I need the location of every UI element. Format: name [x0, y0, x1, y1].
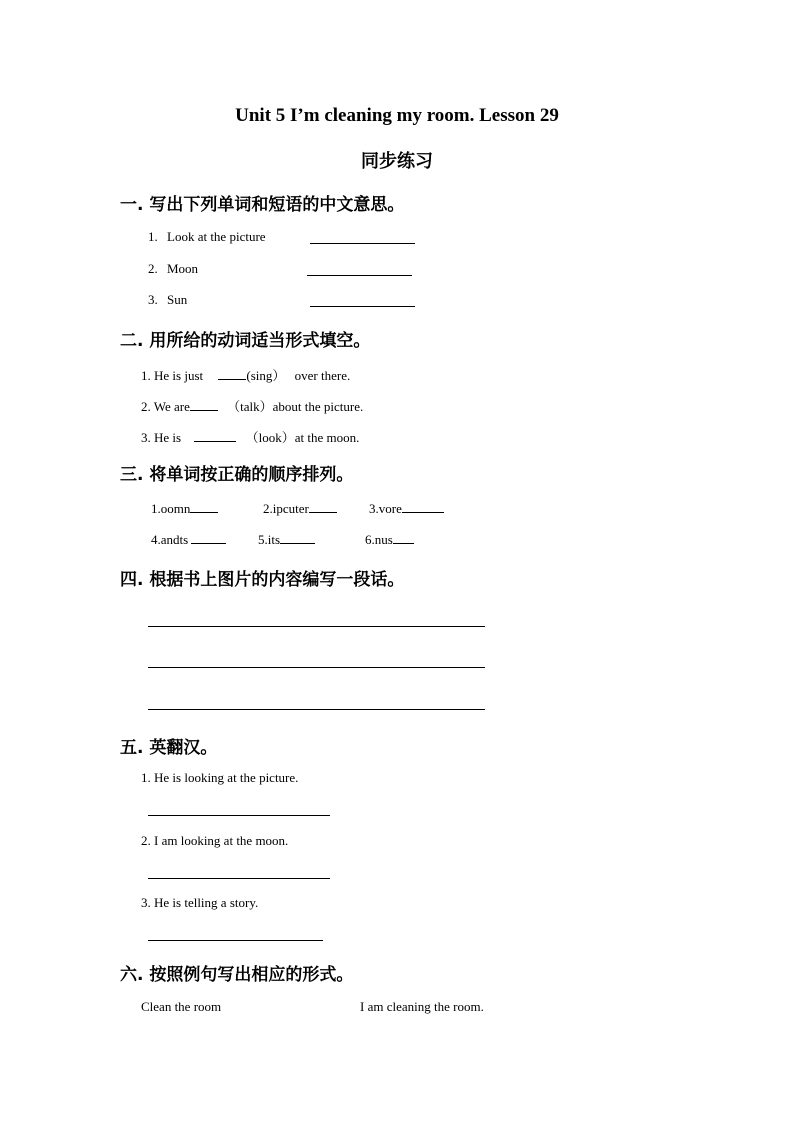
item-text: Sun: [167, 292, 188, 307]
item-text: about the picture.: [272, 399, 364, 414]
section1-item-2: [148, 261, 198, 277]
answer-line[interactable]: [148, 940, 323, 941]
item-number: 3.: [148, 292, 158, 307]
fill-blank[interactable]: [402, 500, 444, 513]
example-phrase: Clean the room: [141, 999, 222, 1014]
scramble-item-5: [258, 531, 315, 548]
fill-blank[interactable]: [309, 500, 337, 513]
scramble-item-2: [263, 500, 337, 517]
translate-item-3: 3. He is telling a story.: [141, 895, 259, 910]
item-text: 2. We are: [141, 399, 190, 414]
scramble-item-6: [365, 531, 414, 548]
fill-blank[interactable]: [194, 429, 236, 442]
section6-heading: 六. 按照例句写出相应的形式。: [120, 965, 354, 985]
item-number: 2.: [148, 261, 158, 276]
translate-item-1: 1. He is looking at the picture.: [141, 770, 299, 785]
item-text: 1. He is just: [141, 368, 204, 383]
scramble-item-1: [151, 500, 218, 517]
fill-blank[interactable]: [218, 367, 246, 380]
section2-item-1: [141, 365, 350, 384]
scramble-item-3: [369, 500, 444, 517]
fill-blank[interactable]: [190, 398, 218, 411]
section4-heading: 四. 根据书上图片的内容编写一段话。: [120, 570, 405, 590]
answer-line[interactable]: [307, 275, 412, 276]
writing-line[interactable]: [148, 709, 485, 710]
item-text: Look at the picture: [167, 229, 266, 244]
fill-blank[interactable]: [190, 500, 218, 513]
scrambled-word: 2.ipcuter: [263, 501, 309, 516]
answer-line[interactable]: [148, 878, 330, 879]
scrambled-word: 6.nus: [365, 532, 393, 547]
writing-line[interactable]: [148, 667, 485, 668]
section2-item-2: [141, 396, 363, 415]
answer-line[interactable]: [310, 306, 415, 307]
item-text: at the moon.: [294, 430, 360, 445]
section1-item-1: [148, 229, 266, 245]
section2-heading: 二. 用所给的动词适当形式填空。: [120, 331, 371, 351]
item-text: Moon: [167, 261, 199, 276]
item-text: over there.: [294, 368, 351, 383]
scrambled-word: 4.andts: [151, 532, 189, 547]
fill-blank[interactable]: [393, 531, 414, 544]
section1-heading: 一. 写出下列单词和短语的中文意思。: [120, 195, 405, 215]
scrambled-word: 3.vore: [369, 501, 402, 516]
page-title: Unit 5 I’m cleaning my room. Lesson 29: [235, 105, 559, 126]
writing-line[interactable]: [148, 626, 485, 627]
example-sentence: I am cleaning the room.: [360, 999, 484, 1014]
answer-line[interactable]: [310, 243, 415, 244]
section2-item-3: [141, 427, 359, 446]
answer-line[interactable]: [148, 815, 330, 816]
section5-heading: 五. 英翻汉。: [120, 738, 218, 758]
page-subtitle: 同步练习: [361, 151, 433, 172]
fill-blank[interactable]: [191, 531, 226, 544]
section3-heading: 三. 将单词按正确的顺序排列。: [120, 465, 354, 485]
scramble-item-4: [151, 531, 226, 548]
scrambled-word: 5.its: [258, 532, 281, 547]
verb-hint: (sing）: [246, 368, 286, 383]
scrambled-word: 1.oomn: [151, 501, 191, 516]
section1-item-3: [148, 292, 187, 308]
item-text: 3. He is: [141, 430, 182, 445]
translate-item-2: 2. I am looking at the moon.: [141, 833, 289, 848]
verb-hint: （talk）: [227, 399, 273, 414]
fill-blank[interactable]: [280, 531, 315, 544]
item-number: 1.: [148, 229, 158, 244]
verb-hint: （look）: [245, 430, 295, 445]
